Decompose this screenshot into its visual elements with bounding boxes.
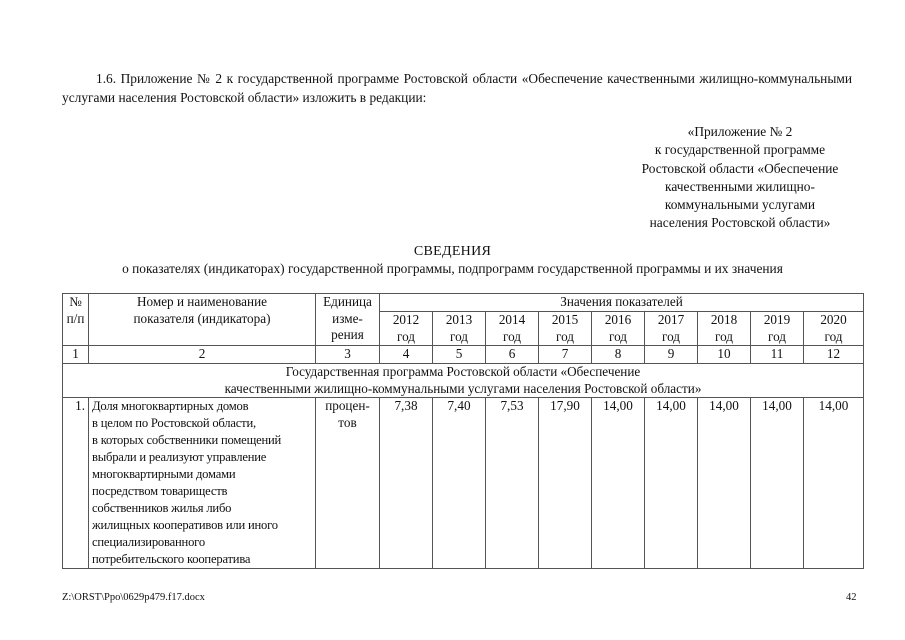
value-cell: 14,00 — [751, 398, 804, 569]
indicator-name-cell — [89, 398, 316, 569]
intro-paragraph: 1.6. Приложение № 2 к государственной программе Ростовской области «Обеспечение качественными жилищно-коммунальными услугами населения Ростовской области» изложить в редакции: — [62, 71, 852, 105]
column-number-cell: 12 — [804, 346, 864, 364]
year-label: 2012 — [392, 312, 420, 327]
year-label: 2014 — [498, 312, 526, 327]
year-label: 2015 — [551, 312, 579, 327]
header-unit-line3: рения — [331, 327, 364, 342]
header-name-line2: показателя (индикатора) — [133, 310, 271, 326]
column-number-cell: 1 — [63, 346, 89, 364]
column-number-cell: 9 — [645, 346, 698, 364]
value-cell: 14,00 — [645, 398, 698, 569]
year-label: 2018 — [710, 312, 738, 327]
appendix-block — [610, 123, 870, 233]
column-number-cell: 6 — [486, 346, 539, 364]
program-title-line1: Государственная программа Ростовской области «Обеспечение — [285, 364, 641, 379]
year-label: 2019 — [763, 312, 791, 327]
year-suffix: год — [661, 328, 680, 344]
program-title-line2: качественными жилищно-коммунальными услугами населения Ростовской области» — [224, 380, 702, 396]
footer-file-path: Z:\ORST\Ppo\0629p479.f17.docx — [62, 592, 205, 603]
year-suffix: год — [714, 328, 733, 344]
year-suffix: год — [449, 328, 468, 344]
unit-cell — [316, 398, 380, 569]
appendix-line: Ростовской области «Обеспечение — [641, 160, 839, 176]
column-number-cell: 8 — [592, 346, 645, 364]
header-year-cell — [645, 312, 698, 346]
footer-page-number: 42 — [846, 592, 857, 603]
indicator-line: выбрали и реализуют управление — [92, 450, 267, 464]
year-label: 2013 — [445, 312, 473, 327]
header-year-cell — [804, 312, 864, 346]
value-cell: 14,00 — [698, 398, 751, 569]
header-name-line1: Номер и наименование — [136, 294, 267, 309]
column-number-cell: 11 — [751, 346, 804, 364]
value-cell: 7,40 — [433, 398, 486, 569]
indicator-line: в целом по Ростовской области, — [92, 416, 256, 430]
document-title: СВЕДЕНИЯ — [413, 244, 492, 259]
year-label: 2016 — [604, 312, 632, 327]
header-year-cell — [698, 312, 751, 346]
header-unit-line1: Единица — [323, 294, 372, 309]
value-cell: 14,00 — [804, 398, 864, 569]
indicator-line: собственников жилья либо — [92, 501, 232, 515]
header-number-line2: п/п — [66, 310, 85, 326]
header-year-cell — [380, 312, 433, 346]
indicator-line: Доля многоквартирных домов — [92, 399, 249, 413]
row-number-cell: 1. — [63, 398, 89, 569]
indicator-line: посредством товариществ — [92, 484, 228, 498]
value-cell: 7,38 — [380, 398, 433, 569]
year-label: 2017 — [657, 312, 685, 327]
value-cell: 14,00 — [592, 398, 645, 569]
header-year-cell — [592, 312, 645, 346]
indicator-line: многоквартирными домами — [92, 467, 236, 481]
header-name-cell — [89, 294, 316, 346]
header-values-cell: Значения показателей — [380, 294, 864, 312]
year-suffix: год — [824, 328, 843, 344]
value-cell: 17,90 — [539, 398, 592, 569]
indicator-line: потребительского кооператива — [92, 552, 251, 566]
value-cell: 7,53 — [486, 398, 539, 569]
header-number-cell — [63, 294, 89, 346]
appendix-line: коммунальными услугами — [664, 197, 816, 213]
program-title-cell — [63, 364, 864, 398]
header-unit-line2: изме- — [332, 310, 363, 326]
year-label: 2020 — [820, 312, 847, 327]
column-number-cell: 4 — [380, 346, 433, 364]
unit-line1: процен- — [325, 398, 370, 413]
table-row — [63, 398, 864, 569]
indicator-line: в которых собственники помещений — [92, 433, 282, 447]
appendix-line: «Приложение № 2 — [687, 124, 793, 139]
year-suffix: год — [396, 328, 415, 344]
unit-line2: тов — [338, 414, 357, 430]
indicator-line: специализированного — [92, 535, 205, 549]
column-number-cell: 3 — [316, 346, 380, 364]
header-year-cell — [486, 312, 539, 346]
appendix-line: населения Ростовской области» — [649, 215, 831, 231]
year-suffix: год — [608, 328, 627, 344]
column-number-cell: 10 — [698, 346, 751, 364]
indicator-line: жилищных кооперативов или иного — [92, 518, 278, 532]
appendix-line: качественными жилищно- — [665, 178, 815, 194]
header-year-cell — [539, 312, 592, 346]
header-number-line1: № — [69, 294, 82, 309]
column-number-cell: 5 — [433, 346, 486, 364]
column-number-cell: 7 — [539, 346, 592, 364]
column-number-cell: 2 — [89, 346, 316, 364]
year-suffix: год — [502, 328, 521, 344]
header-unit-cell — [316, 294, 380, 346]
header-year-cell — [751, 312, 804, 346]
indicators-table — [62, 293, 864, 569]
year-suffix: год — [555, 328, 574, 344]
year-suffix: год — [767, 328, 786, 344]
appendix-line: к государственной программе — [654, 142, 826, 158]
document-subtitle: о показателях (индикаторах) государственной программы, подпрограмм государственной программы и их значения — [122, 261, 783, 276]
header-year-cell — [433, 312, 486, 346]
